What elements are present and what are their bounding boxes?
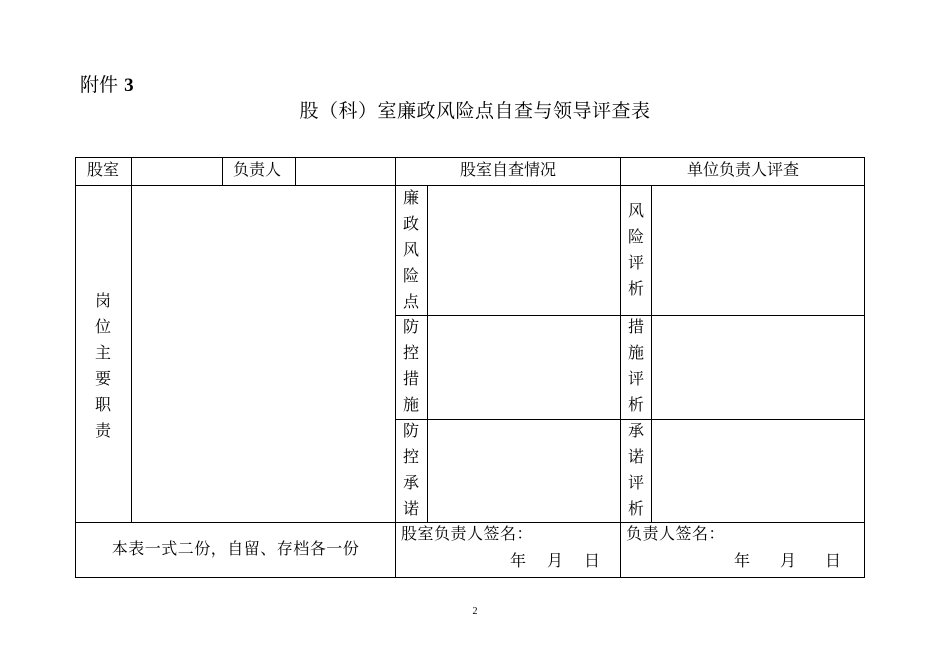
dept-date-month: 月	[547, 551, 564, 570]
commitment-analysis-label: 承 诺 评 析	[627, 421, 644, 518]
dept-label: 股室	[87, 160, 120, 179]
control-measures-label: 防 控 措 施	[402, 317, 419, 414]
duties-label: 岗 位 主 要 职 责	[94, 291, 111, 440]
copies-note: 本表一式二份，自留、存档各一份	[111, 539, 360, 558]
page-number: 2	[472, 606, 478, 617]
dept-field[interactable]	[140, 160, 218, 182]
attachment-label: 附件 3	[80, 74, 134, 96]
head-label: 负责人	[233, 160, 282, 179]
head-signature-label: 负责人签名：	[626, 524, 726, 543]
control-commitment-field[interactable]	[432, 424, 616, 518]
dept-date-day: 日	[584, 551, 601, 570]
review-heading: 单位负责人评查	[686, 160, 799, 179]
risk-point-field[interactable]	[432, 190, 616, 310]
measures-analysis-label: 措 施 评 析	[627, 317, 644, 414]
head-date-day: 日	[825, 551, 842, 570]
self-check-heading: 股室自查情况	[459, 160, 556, 179]
head-date-month: 月	[780, 551, 797, 570]
risk-point-label: 廉 政 风 险 点	[402, 188, 419, 311]
form-title: 股（科）室廉政风险点自查与领导评查表	[299, 100, 651, 122]
risk-analysis-field[interactable]	[656, 190, 860, 310]
duties-field[interactable]	[136, 190, 390, 518]
dept-date-year: 年	[510, 551, 527, 570]
commitment-analysis-field[interactable]	[656, 424, 860, 518]
head-field[interactable]	[300, 160, 390, 182]
risk-analysis-label: 风 险 评 析	[627, 201, 644, 298]
control-commitment-label: 防 控 承 诺	[402, 421, 419, 518]
dept-signature-label: 股室负责人签名：	[401, 524, 534, 543]
control-measures-field[interactable]	[432, 320, 616, 415]
measures-analysis-field[interactable]	[656, 320, 860, 415]
head-date-year: 年	[734, 551, 751, 570]
